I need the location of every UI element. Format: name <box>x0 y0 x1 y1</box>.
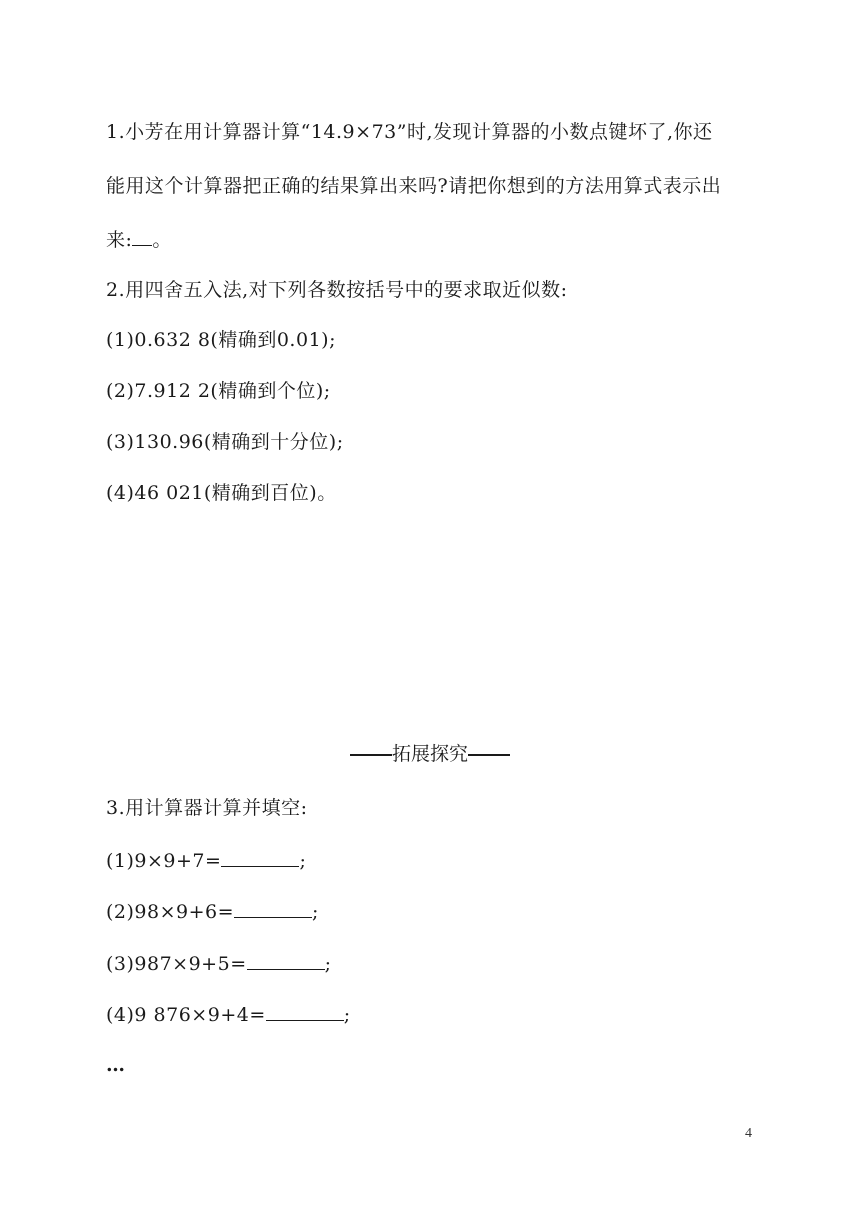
question-3-item-3-suffix: ; <box>324 953 332 975</box>
answer-blank[interactable] <box>266 1002 344 1021</box>
question-3-item-2-expression: (2)98×9+6= <box>106 901 235 923</box>
question-1-line-3 <box>106 227 172 252</box>
question-2-item-3: (3)130.96(精确到十分位); <box>106 431 344 453</box>
question-3-item-4 <box>106 1002 351 1027</box>
answer-blank[interactable] <box>221 848 299 867</box>
section-rule-left <box>350 754 392 756</box>
question-2-title: 2.用四舍五入法,对下列各数按括号中的要求取近似数: <box>106 279 568 301</box>
answer-blank[interactable] <box>234 899 312 918</box>
question-2-item-2: (2)7.912 2(精确到个位); <box>106 380 331 402</box>
question-3-item-2 <box>106 899 319 924</box>
page-number: 4 <box>745 1126 752 1141</box>
section-rule-right <box>468 754 510 756</box>
answer-blank[interactable] <box>247 951 325 970</box>
question-3-item-2-suffix: ; <box>312 901 319 923</box>
question-1-line-3-prefix: 来: <box>106 229 133 251</box>
question-3-title: 3.用计算器计算并填空: <box>106 797 308 819</box>
question-1-line-1: 1.小芳在用计算器计算“14.9×73”时,发现计算器的小数点键坏了,你还 <box>106 121 713 143</box>
question-3-item-1-expression: (1)9×9+7= <box>106 850 222 872</box>
question-1-line-3-suffix: 。 <box>152 229 172 251</box>
section-heading <box>0 742 860 766</box>
question-2-item-1: (1)0.632 8(精确到0.01); <box>106 329 336 351</box>
section-title: 拓展探究 <box>391 743 468 765</box>
answer-blank[interactable] <box>132 227 152 246</box>
question-3-item-1-suffix: ; <box>299 850 307 872</box>
continuation-ellipsis: … <box>106 1054 126 1076</box>
question-3-item-1 <box>106 848 306 873</box>
question-1-line-2: 能用这个计算器把正确的结果算出来吗?请把你想到的方法用算式表示出 <box>106 175 722 197</box>
question-3-item-4-expression: (4)9 876×9+4= <box>106 1004 266 1026</box>
question-3-item-4-suffix: ; <box>343 1004 351 1026</box>
question-3-item-3-expression: (3)987×9+5= <box>106 953 247 975</box>
question-2-item-4: (4)46 021(精确到百位)。 <box>106 482 337 504</box>
question-3-item-3 <box>106 951 332 976</box>
